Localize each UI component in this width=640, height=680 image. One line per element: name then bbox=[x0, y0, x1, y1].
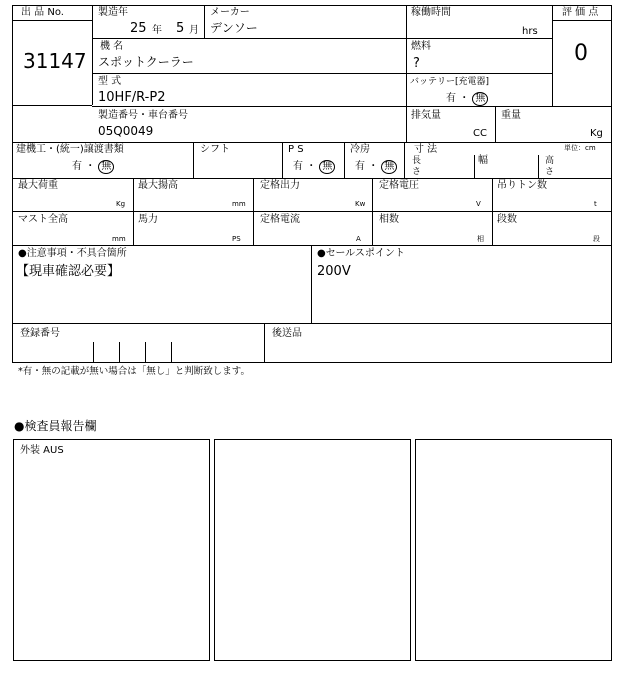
mast-height-label: マスト全高 bbox=[18, 214, 68, 225]
manufacture-year-label: 製造年 bbox=[98, 7, 128, 18]
score-value: 0 bbox=[574, 41, 588, 66]
lot-number-value: 31147 bbox=[23, 49, 87, 73]
horsepower-label: 馬力 bbox=[138, 214, 158, 225]
inspector-box-1 bbox=[13, 439, 210, 661]
rated-current-unit: A bbox=[356, 235, 361, 243]
type-label: 型 式 bbox=[98, 76, 122, 87]
phase-label: 相数 bbox=[379, 214, 399, 225]
transfer-choice bbox=[72, 160, 114, 174]
battery-separator: ・ bbox=[459, 93, 470, 104]
battery-choice bbox=[446, 92, 488, 106]
weight-unit: Kg bbox=[590, 128, 603, 139]
ps-choice bbox=[293, 160, 335, 174]
displacement-label: 排気量 bbox=[411, 110, 441, 121]
height-label: 高 さ bbox=[545, 156, 555, 177]
inspector-label: ●検査員報告欄 bbox=[14, 419, 97, 433]
cooling-yes: 有 bbox=[355, 161, 365, 172]
cooling-no-circled: 無 bbox=[381, 160, 397, 174]
cooling-label: 冷房 bbox=[350, 144, 370, 155]
horsepower-unit: PS bbox=[232, 235, 241, 243]
year-unit: 年 bbox=[152, 25, 162, 36]
year-value: 25 bbox=[130, 21, 147, 36]
rated-voltage-label: 定格電圧 bbox=[379, 180, 419, 191]
shipping-label: 後送品 bbox=[272, 328, 302, 339]
shift-label: シフト bbox=[200, 144, 230, 155]
serial-value: 05Q0049 bbox=[98, 124, 154, 138]
serial-label: 製造番号・車台番号 bbox=[98, 110, 188, 121]
registration-label: 登録番号 bbox=[20, 328, 60, 339]
dims-unit-note: 単位：cm bbox=[564, 144, 596, 152]
inspector-box-1-text: 外装 AUS bbox=[20, 445, 64, 456]
notes-label: ●注意事項・不具合箇所 bbox=[18, 248, 127, 259]
max-load-label: 最大荷重 bbox=[18, 180, 58, 191]
length-label: 長 さ bbox=[412, 156, 422, 177]
sales-point-value: 200V bbox=[317, 264, 351, 279]
phase-unit: 相 bbox=[477, 235, 484, 243]
ps-separator: ・ bbox=[306, 161, 317, 172]
month-value: 5 bbox=[176, 21, 185, 36]
transfer-no-circled: 無 bbox=[98, 160, 114, 174]
battery-no-circled: 無 bbox=[472, 92, 488, 106]
weight-label: 重量 bbox=[501, 110, 521, 121]
notes-value: 【現車確認必要】 bbox=[16, 264, 121, 279]
ps-no-circled: 無 bbox=[319, 160, 335, 174]
lot-number-label: 出 品 No. bbox=[21, 7, 64, 18]
score-label: 評 価 点 bbox=[562, 7, 599, 18]
max-load-unit: Kg bbox=[116, 200, 126, 208]
hoist-ton-unit: t bbox=[594, 200, 597, 208]
battery-yes: 有 bbox=[446, 93, 456, 104]
rated-voltage-unit: V bbox=[476, 200, 481, 208]
rated-output-label: 定格出力 bbox=[260, 180, 300, 191]
model-name-label: 機 名 bbox=[100, 41, 124, 52]
max-lift-label: 最大揚高 bbox=[138, 180, 178, 191]
maker-label: メーカー bbox=[210, 7, 250, 18]
stage-unit: 段 bbox=[593, 235, 600, 243]
transfer-docs-label: 建機工・(統一)譲渡書類 bbox=[16, 144, 124, 155]
sales-point-label: ●セールスポイント bbox=[317, 248, 405, 259]
hours-label: 稼働時間 bbox=[411, 7, 451, 18]
transfer-yes: 有 bbox=[72, 161, 82, 172]
stage-label: 段数 bbox=[497, 214, 517, 225]
footnote: *有・無の記載が無い場合は「無し」と判断致します。 bbox=[18, 366, 250, 377]
ps-label: P S bbox=[288, 144, 304, 155]
inspector-box-2 bbox=[214, 439, 411, 661]
rated-output-unit: Kw bbox=[355, 200, 366, 208]
width-label: 幅 bbox=[478, 155, 488, 166]
transfer-separator: ・ bbox=[85, 161, 96, 172]
max-lift-unit: mm bbox=[232, 200, 246, 208]
fuel-label: 燃料 bbox=[411, 41, 431, 52]
hours-unit: hrs bbox=[522, 26, 538, 37]
mast-height-unit: mm bbox=[112, 235, 126, 243]
cooling-separator: ・ bbox=[368, 161, 379, 172]
fuel-value: ? bbox=[413, 56, 420, 71]
type-value: 10HF/R-P2 bbox=[98, 90, 166, 105]
inspector-box-3 bbox=[415, 439, 612, 661]
ps-yes: 有 bbox=[293, 161, 303, 172]
dims-label: 寸 法 bbox=[414, 144, 438, 155]
hoist-ton-label: 吊りトン数 bbox=[497, 180, 547, 191]
battery-label: バッテリー[充電器] bbox=[410, 77, 490, 87]
month-unit: 月 bbox=[189, 25, 199, 36]
displacement-unit: CC bbox=[473, 128, 487, 139]
rated-current-label: 定格電流 bbox=[260, 214, 300, 225]
maker-value: デンソー bbox=[210, 21, 258, 35]
cooling-choice bbox=[355, 160, 397, 174]
model-name-value: スポットクーラー bbox=[98, 55, 194, 69]
